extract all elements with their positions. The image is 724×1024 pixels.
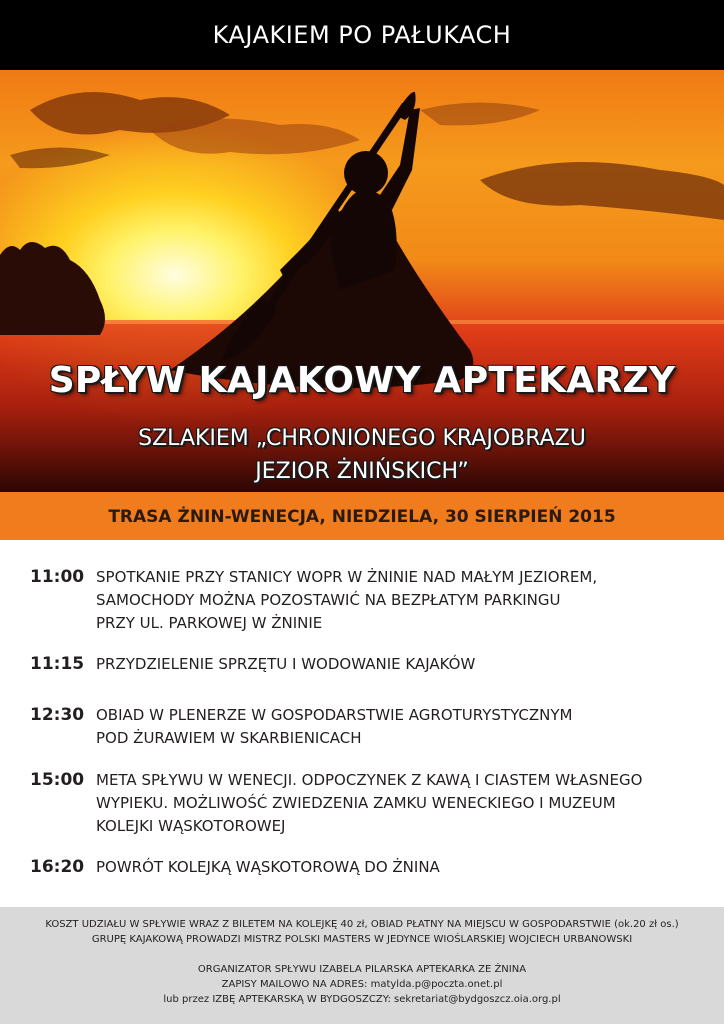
schedule-description	[96, 769, 706, 838]
event-subtitle	[0, 422, 724, 488]
schedule-line: META SPŁYWU W WENECJI. ODPOCZYNEK Z KAWĄ I CIASTEM WŁASNEGO	[96, 771, 643, 789]
footer-signup-email: ZAPISY MAILOWO NA ADRES: matylda.p@poczta.onet.pl	[221, 979, 503, 990]
footer-organizer: ORGANIZATOR SPŁYWU IZABELA PILARSKA APTEKARKA ZE ŻNINA	[197, 964, 527, 975]
schedule-time: 11:15	[30, 654, 85, 674]
schedule-line: KOLEJKI WĄSKOTOROWEJ	[96, 817, 286, 835]
footer-cost: KOSZT UDZIAŁU W SPŁYWIE WRAZ Z BILETEM NA KOLEJKĘ 40 zł, OBIAD PŁATNY NA MIEJSCU W GOSPODARSTWIE (ok.20 zł os.)	[45, 919, 679, 930]
route-text: TRASA ŻNIN-WENECJA, NIEDZIELA, 30 SIERPIEŃ 2015	[108, 507, 616, 527]
schedule-line: SAMOCHODY MOŻNA POZOSTAWIĆ NA BEZPŁATYM PARKINGU	[96, 591, 561, 609]
schedule-time: 15:00	[30, 770, 85, 790]
event-subtitle-line-2: JEZIOR ŻNIŃSKICH”	[255, 459, 469, 484]
event-title: SPŁYW KAJAKOWY APTEKARZY	[48, 360, 676, 401]
schedule-description	[96, 704, 706, 750]
footer-info	[0, 907, 724, 1024]
route-date-banner	[0, 492, 724, 540]
schedule-description	[96, 566, 706, 635]
schedule-line: POWRÓT KOLEJKĄ WĄSKOTOROWĄ DO ŻNINA	[96, 858, 440, 876]
schedule-line: POD ŻURAWIEM W SKARBIENICACH	[96, 729, 362, 747]
hero-photo	[0, 70, 724, 492]
header-title: KAJAKIEM PO PAŁUKACH	[212, 21, 512, 49]
schedule-time: 16:20	[30, 857, 85, 877]
schedule-line: WYPIEKU. MOŻLIWOŚĆ ZWIEDZENIA ZAMKU WENECKIEGO I MUZEUM	[96, 794, 616, 812]
schedule-description	[96, 653, 706, 676]
schedule-time: 11:00	[30, 567, 85, 587]
schedule-line: OBIAD W PLENERZE W GOSPODARSTWIE AGROTURYSTYCZNYM	[96, 706, 573, 724]
schedule-line: PRZYDZIELENIE SPRZĘTU I WODOWANIE KAJAKÓW	[96, 655, 476, 673]
schedule-line: PRZY UL. PARKOWEJ W ŻNINIE	[96, 614, 323, 632]
schedule-time: 12:30	[30, 705, 85, 725]
footer-guide: GRUPĘ KAJAKOWĄ PROWADZI MISTRZ POLSKI MASTERS W JEDYNCE WIOŚLARSKIEJ WOJCIECH URBANOWSKI	[91, 934, 633, 945]
schedule-line: SPOTKANIE PRZY STANICY WOPR W ŻNINIE NAD MAŁYM JEZIOREM,	[96, 568, 598, 586]
event-subtitle-line-1: SZLAKIEM „CHRONIONEGO KRAJOBRAZU	[138, 426, 586, 451]
schedule-description	[96, 856, 706, 879]
footer-signup-chamber: lub przez IZBĘ APTEKARSKĄ W BYDGOSZCZY: sekretariat@bydgoszcz.oia.org.pl	[163, 994, 561, 1005]
poster-header	[0, 0, 724, 70]
